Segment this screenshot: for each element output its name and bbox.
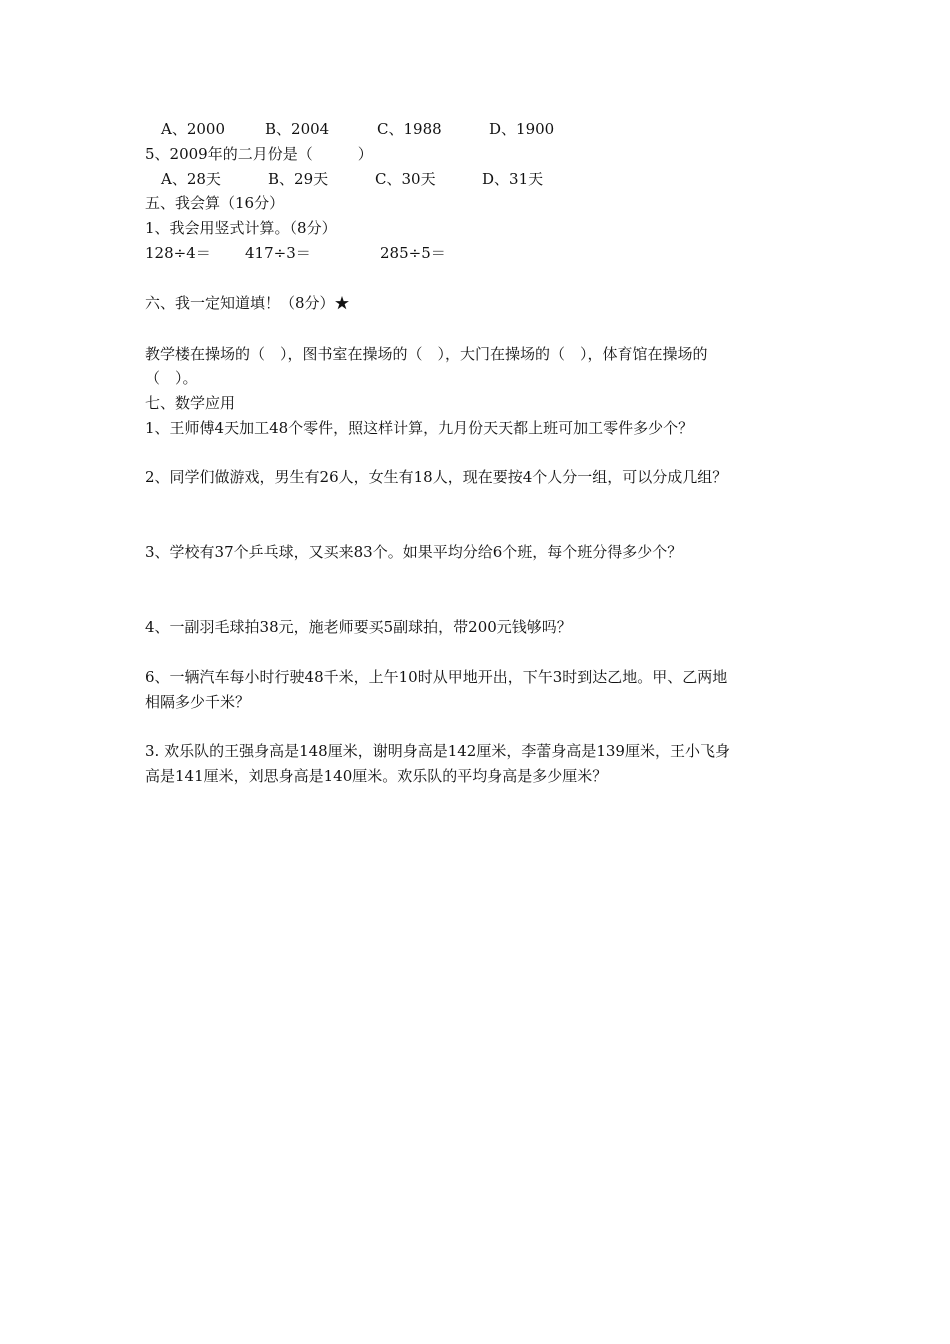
app-question-4: 4、一副羽毛球拍38元，施老师要买5副球拍，带200元钱够吗？ — [145, 618, 572, 636]
calc-expr-2: 417÷3＝ — [245, 244, 311, 262]
q4-option-b: B、2004 — [265, 120, 330, 138]
calc-expr-3: 285÷5＝ — [380, 244, 446, 262]
section6-line2: （ ）。 — [145, 369, 198, 387]
section5-subtitle: 1、我会用竖式计算。（8分） — [145, 219, 337, 237]
q5-option-b: B、29天 — [268, 170, 329, 188]
app-question-3: 3、学校有37个乒乓球，又买来83个。如果平均分给6个班，每个班分得多少个？ — [145, 543, 683, 561]
app-question-3b-line2: 高是141厘米，刘思身高是140厘米。欢乐队的平均身高是多少厘米？ — [145, 767, 608, 785]
app-question-2: 2、同学们做游戏，男生有26人，女生有18人，现在要按4个人分一组，可以分成几组？ — [145, 468, 728, 486]
calc-expr-1: 128÷4＝ — [145, 244, 211, 262]
q4-option-c: C、1988 — [377, 120, 442, 138]
q4-option-a: A、2000 — [161, 120, 226, 138]
app-question-6-line1: 6、一辆汽车每小时行驶48千米，上午10时从甲地开出，下午3时到达乙地。甲、乙两地 — [145, 668, 728, 686]
q5-option-a: A、28天 — [161, 170, 221, 188]
app-question-1: 1、王师傅4天加工48个零件，照这样计算，九月份天天都上班可加工零件多少个？ — [145, 419, 694, 437]
section6-line1: 教学楼在操场的（ ），图书室在操场的（ ），大门在操场的（ ），体育馆在操场的 — [145, 345, 708, 363]
app-question-3b-line1: 3. 欢乐队的王强身高是148厘米，谢明身高是142厘米，李蕾身高是139厘米，王小飞身 — [145, 742, 730, 760]
app-question-6-line2: 相隔多少千米？ — [145, 693, 251, 711]
section6-title: 六、我一定知道填！（8分）★ — [145, 294, 350, 312]
q4-option-d: D、1900 — [489, 120, 555, 138]
section5-title: 五、我会算（16分） — [145, 194, 285, 212]
section7-title: 七、数学应用 — [145, 394, 236, 412]
q5-option-d: D、31天 — [482, 170, 544, 188]
q5-option-c: C、30天 — [375, 170, 436, 188]
q5-stem: 5、2009年的二月份是（ ） — [145, 145, 373, 163]
